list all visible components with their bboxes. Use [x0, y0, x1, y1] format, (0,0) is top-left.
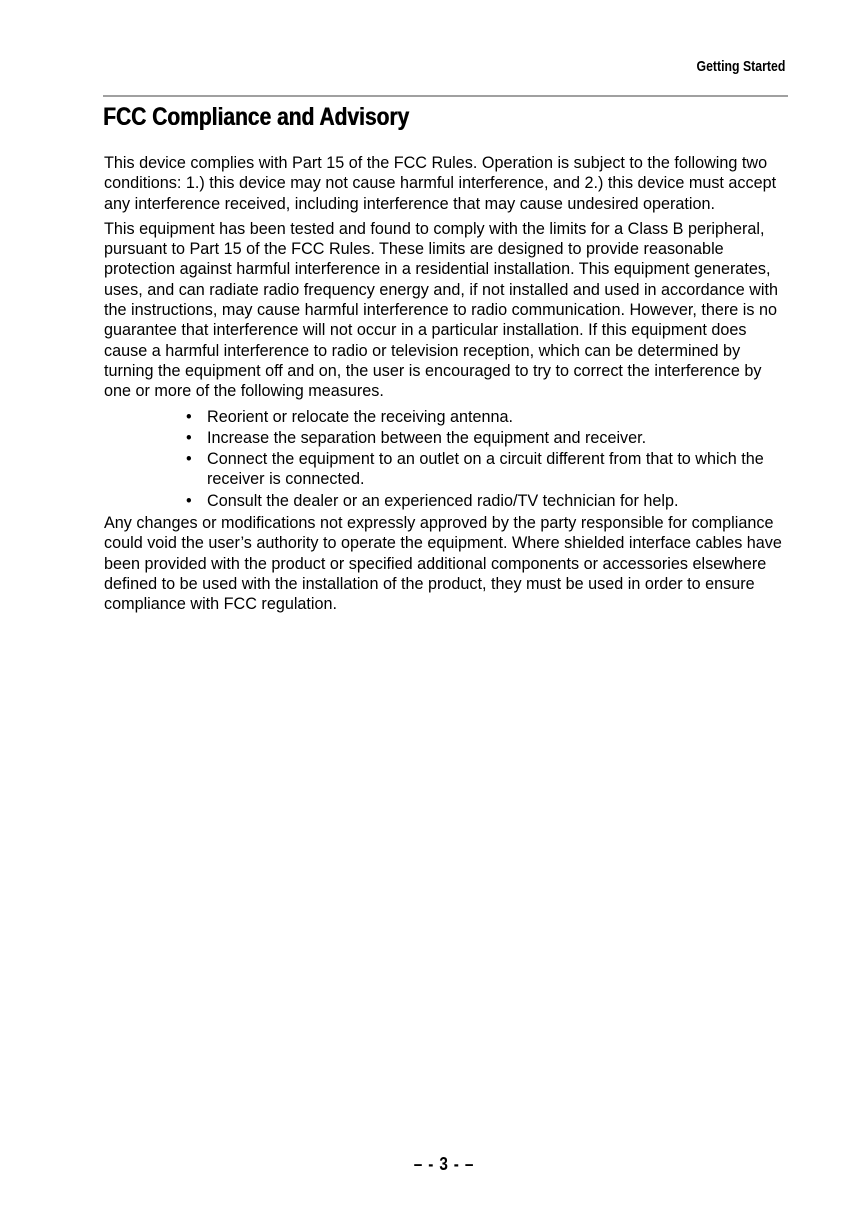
document-body — [104, 153, 789, 620]
interference-measures-list — [104, 407, 789, 511]
list-item-text: Consult the dealer or an experienced radio/TV technician for help. — [207, 491, 679, 510]
paragraph-modifications-statement: Any changes or modifications not expressly approved by the party responsible for compliance could void the user’s authority to operate the equipment. Where shielded interface cables have been provided with the product or specified additional components or accessories elsewhere defined to be used with the installation of the product, they must be used in order to ensure compliance with FCC regulation. — [104, 514, 782, 614]
list-item-text: Connect the equipment to an outlet on a circuit different from that to which the receiver is connected. — [207, 450, 764, 489]
bullet-icon: • — [186, 491, 192, 510]
paragraph-compliance-statement: This device complies with Part 15 of the FCC Rules. Operation is subject to the following two conditions: 1.) this device may not cause harmful interference, and 2.) this device must accept any interference received, including interference that may cause undesired operation. — [104, 154, 777, 213]
list-item — [186, 428, 789, 448]
list-item — [186, 407, 789, 427]
bullet-icon: • — [186, 450, 192, 469]
list-item — [186, 449, 789, 490]
header-divider — [103, 95, 788, 97]
page-title: FCC Compliance and Advisory — [103, 103, 410, 131]
bullet-icon: • — [186, 428, 192, 447]
bullet-icon: • — [186, 407, 192, 426]
list-item — [186, 491, 789, 511]
section-header-label: Getting Started — [696, 58, 785, 75]
list-item-text: Increase the separation between the equipment and receiver. — [207, 428, 647, 447]
list-item-text: Reorient or relocate the receiving antenna. — [207, 407, 513, 426]
paragraph-class-b-statement: This equipment has been tested and found to comply with the limits for a Class B peripheral, pursuant to Part 15 of the FCC Rules. These limits are designed to provide reasonable protection against harmful interference in a residential installation. This equipment generates, uses, and can radiate radio frequency energy and, if not installed and used in accordance with the instructions, may cause harmful interference to radio communication. However, there is no guarantee that interference will not occur in a particular installation. If this equipment does cause a harmful interference to radio or television reception, which can be determined by turning the equipment off and on, the user is encouraged to try to correct the interference by one or more of the following measures. — [104, 219, 779, 401]
page-number: – - 3 - – — [413, 1154, 475, 1174]
